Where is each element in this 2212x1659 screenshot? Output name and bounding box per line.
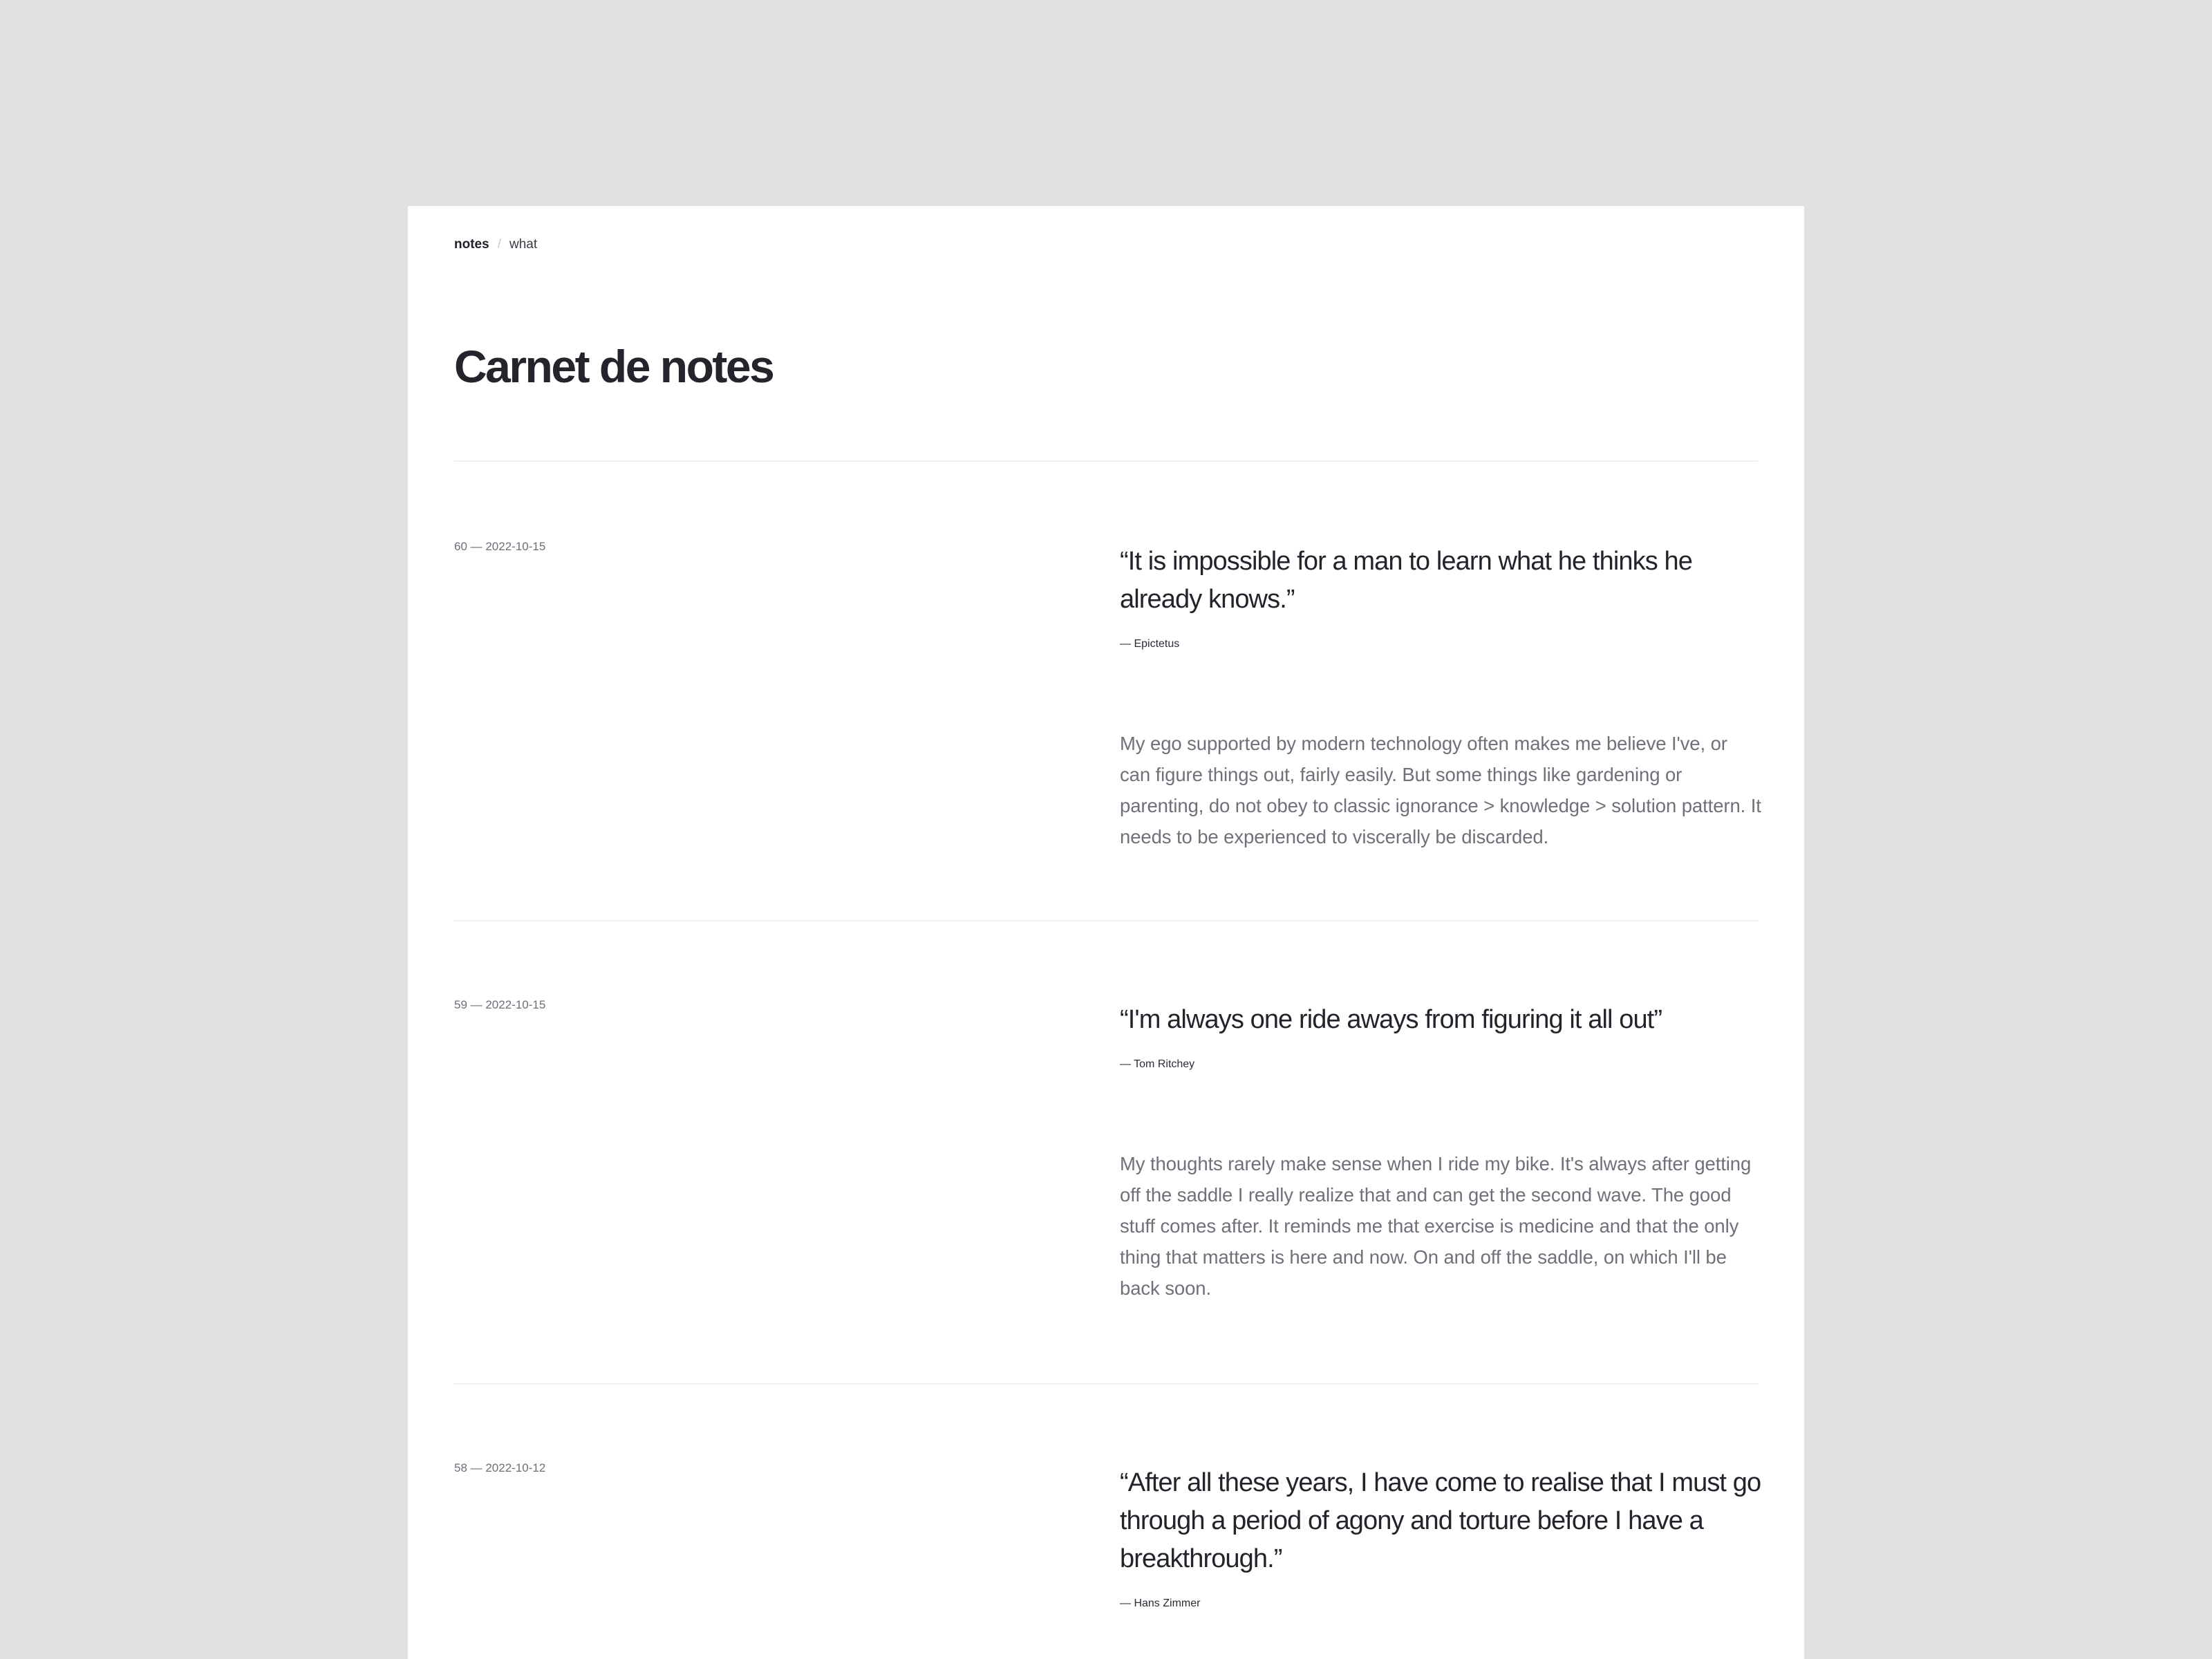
- note-meta: 60 — 2022-10-15: [454, 540, 546, 553]
- note-entry: [1120, 1464, 1763, 1659]
- divider: [454, 920, 1758, 921]
- breadcrumb-current: what: [509, 237, 538, 252]
- note-comment: My thoughts rarely make sense when I ride my bike. It's always after getting off the saddle I really realize that and can get the second wave. The good stuff comes after. It reminds me that exercise is medicine and that the only thing that matters is here and now. On and off the saddle, on which I'll be back soon.: [1120, 1153, 1752, 1299]
- note-comment: My ego supported by modern technology often makes me believe I've, or can figure things out, fairly easily. But some things like gardening or parenting, do not obey to classic ignorance > knowledge > solution pattern. It needs to be experienced to viscerally be discarded.: [1120, 733, 1761, 847]
- divider: [454, 460, 1758, 462]
- breadcrumb-link-notes[interactable]: notes: [454, 237, 489, 252]
- note-author: — Tom Ritchey: [1120, 1058, 1195, 1070]
- note-entry: [1120, 1001, 1763, 1304]
- note-author: — Epictetus: [1120, 638, 1180, 650]
- divider: [454, 1383, 1758, 1385]
- note-quote: “After all these years, I have come to realise that I must go through a period of agony and torture before I have a breakthrough.”: [1120, 1468, 1761, 1573]
- page-card: [408, 206, 1804, 1659]
- page-title: Carnet de notes: [454, 341, 774, 392]
- note-quote: “I'm always one ride aways from figuring it all out”: [1120, 1005, 1662, 1034]
- note-entry: [1120, 543, 1763, 852]
- note-quote: “It is impossible for a man to learn what he thinks he already knows.”: [1120, 547, 1692, 614]
- breadcrumb-separator: /: [497, 237, 501, 252]
- note-author: — Hans Zimmer: [1120, 1597, 1201, 1609]
- breadcrumb: [454, 236, 537, 253]
- note-meta: 59 — 2022-10-15: [454, 998, 546, 1011]
- note-meta: 58 — 2022-10-12: [454, 1461, 546, 1474]
